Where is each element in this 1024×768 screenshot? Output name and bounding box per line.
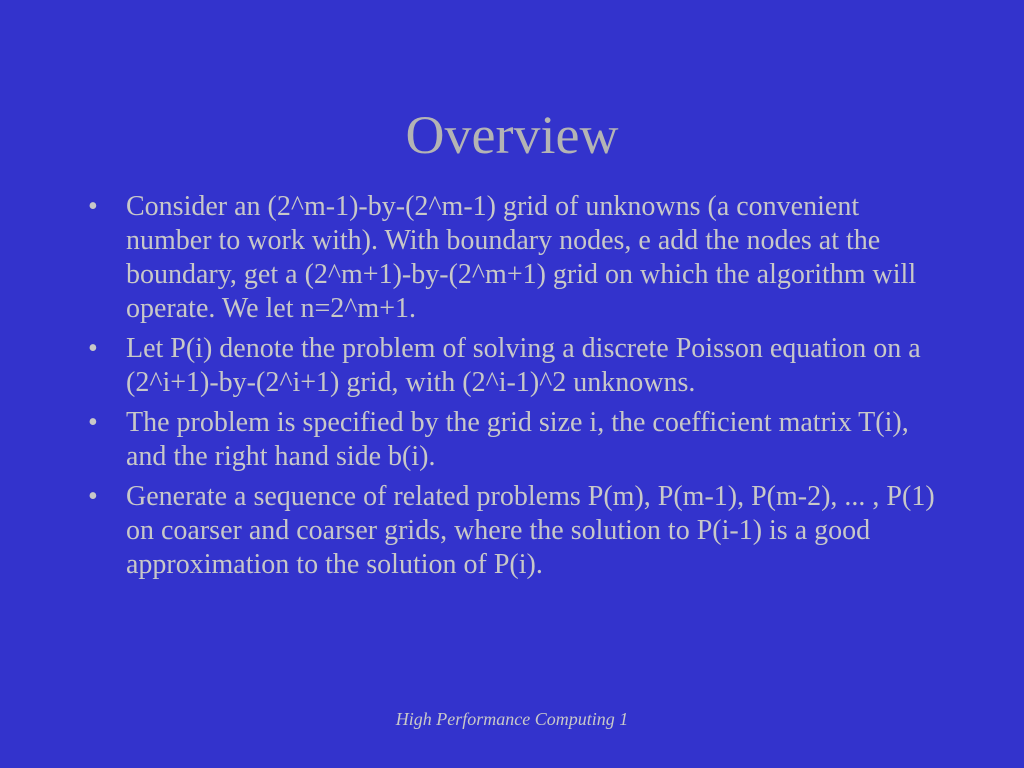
bullet-list	[84, 190, 944, 588]
bullet-text: Let P(i) denote the problem of solving a discrete Poisson equation on a (2^i+1)-by-(2^i+1) grid, with (2^i-1)^2 unknowns.	[126, 333, 921, 398]
bullet-item	[84, 480, 944, 582]
bullet-text: The problem is specified by the grid size i, the coefficient matrix T(i), and the right hand side b(i).	[126, 407, 909, 472]
bullet-icon: •	[88, 191, 98, 222]
bullet-item	[84, 406, 944, 474]
bullet-icon: •	[88, 407, 98, 438]
bullet-item	[84, 332, 944, 400]
bullet-icon: •	[88, 481, 98, 512]
slide-footer: High Performance Computing 1	[395, 709, 629, 729]
bullet-item	[84, 190, 944, 326]
bullet-icon: •	[88, 333, 98, 364]
bullet-text: Consider an (2^m-1)-by-(2^m-1) grid of unknowns (a convenient number to work with). With boundary nodes, e add the nodes at the boundary, get a (2^m+1)-by-(2^m+1) grid on which the algorithm will operate. We let n=2^m+1.	[126, 191, 917, 324]
bullet-text: Generate a sequence of related problems P(m), P(m-1), P(m-2), ... , P(1) on coarser and coarser grids, where the solution to P(i-1) is a good approximation to the solution of P(i).	[126, 481, 935, 580]
slide-title: Overview	[405, 105, 619, 165]
